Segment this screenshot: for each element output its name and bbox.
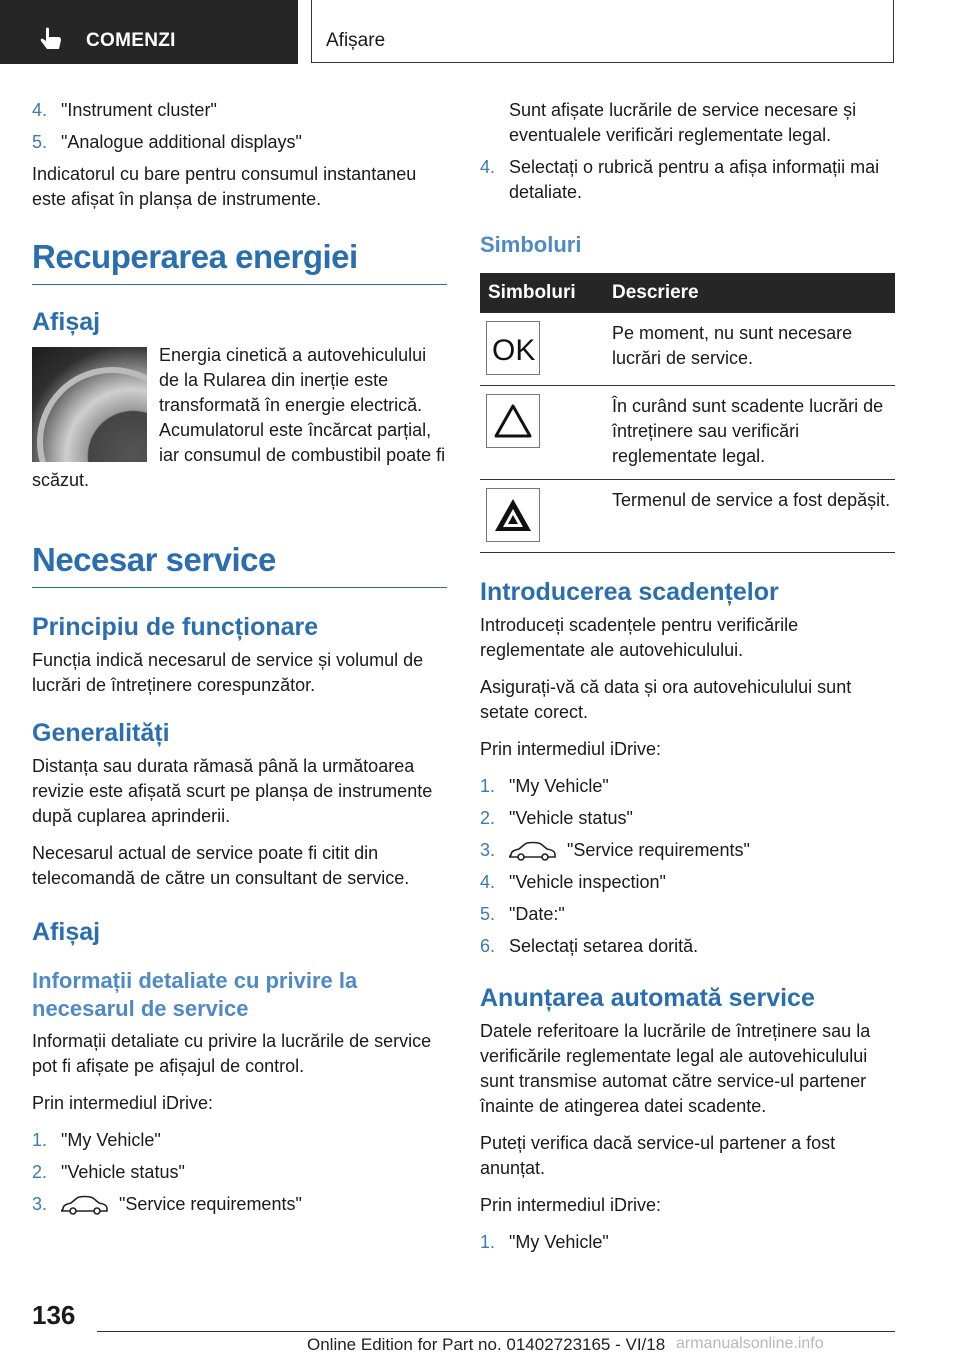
header-section-label: Afișare: [326, 30, 386, 51]
heading-generalitati: Generalități: [32, 719, 170, 747]
paragraph: Prin intermediul iDrive:: [32, 1093, 214, 1113]
list-text: [61, 1192, 447, 1217]
car-icon: [61, 1194, 109, 1216]
energy-block: [32, 343, 447, 505]
header-tab-comenzi: [0, 0, 298, 64]
paragraph: Prin intermediul iDrive:: [480, 739, 662, 759]
list-number: 5.: [480, 904, 496, 924]
paragraph: Prin intermediul iDrive:: [480, 1195, 662, 1215]
header-tab-label: COMENZI: [86, 30, 176, 51]
list-text: "Vehicle status": [61, 1162, 185, 1182]
list-item: [480, 806, 895, 831]
list-item: [480, 902, 895, 927]
list-item: [480, 774, 895, 799]
list-item: [32, 1160, 447, 1185]
list-number: 3.: [32, 1194, 48, 1214]
list-text: "Vehicle status": [509, 808, 633, 828]
paragraph: Informații detaliate cu privire la lucrările de service pot fi afișate pe afișajul de control.: [32, 1031, 432, 1076]
table-row: [480, 480, 895, 553]
paragraph: Funcția indică necesarul de service și volumul de lucrări de întreținere corespunzător.: [32, 650, 424, 695]
list-item: [32, 1128, 447, 1153]
table-row: [480, 313, 895, 386]
heading-afisaj-2: Afișaj: [32, 918, 101, 946]
hand-pointer-icon: [40, 26, 66, 52]
list-item: [480, 934, 895, 959]
list-number: 1.: [480, 1232, 496, 1252]
list-item: [480, 1230, 895, 1255]
paragraph: Distanța sau durata rămasă până la următoarea revizie este afișată scurt pe planșa de instrumente după cuplarea aprinderii.: [32, 756, 433, 826]
heading-necesar-service: Necesar service: [32, 541, 447, 588]
watermark: armanualsonline.info: [676, 1335, 824, 1352]
list-text: Selectați setarea dorită.: [509, 936, 699, 956]
paragraph: Indicatorul cu bare pentru consumul instantaneu este afișat în planșa de instrumente.: [32, 164, 417, 209]
energy-paragraph: Energia cinetică a autovehiculului de la Rularea din inerție este transformată în energie electrică. Acumulatorul este încărcat parțial, iar consumul de combustibil poate fi scăzut.: [32, 345, 446, 490]
list-text: "Instrument cluster": [61, 100, 217, 120]
table-header-simboluri: Simboluri: [480, 273, 604, 313]
heading-anuntarea-automata: Anunțarea automată service: [480, 984, 815, 1012]
warning-triangle-filled-icon: [486, 488, 540, 542]
svg-text:OK: OK: [492, 334, 536, 363]
heading-recuperarea-energiei: Recuperarea energiei: [32, 238, 447, 285]
list-number: 2.: [32, 1162, 48, 1182]
symbols-table: [480, 273, 895, 553]
table-cell: Pe moment, nu sunt necesare lucrări de service.: [604, 313, 895, 386]
paragraph: Necesarul actual de service poate fi citit din telecomandă de către un consultant de service.: [32, 843, 410, 888]
footer-edition: Online Edition for Part no. 01402723165 - VI/18: [307, 1335, 666, 1354]
heading-principiu: Principiu de funcționare: [32, 613, 319, 641]
paragraph: Introduceți scadențele pentru verificările reglementate ale autovehiculului.: [480, 615, 799, 660]
list-text: "Vehicle inspection": [509, 872, 666, 892]
left-column: [32, 98, 447, 1224]
heading-introducerea-scadentelor: Introducerea scadențelor: [480, 578, 779, 606]
list-text: Selectați o rubrică pentru a afișa informații mai detaliate.: [509, 157, 880, 202]
list-text: "My Vehicle": [509, 1232, 609, 1252]
header-section: [311, 0, 894, 63]
list-item: [480, 98, 895, 148]
efficient-dynamics-gauge-image: [32, 347, 147, 462]
table-cell: Termenul de service a fost depășit.: [604, 480, 895, 553]
table-cell: În curând sunt scadente lucrări de întreținere sau verificări reglementate legal.: [604, 386, 895, 480]
list-number: 2.: [480, 808, 496, 828]
list-number: 4.: [480, 872, 496, 892]
heading-informatii: Informații detaliate cu privire la necesarul de service: [32, 968, 358, 1021]
car-icon: [509, 840, 557, 862]
list-text: "Date:": [509, 904, 565, 924]
list-text: Sunt afișate lucrările de service necesare și eventualele verificări reglementate legal.: [509, 100, 857, 145]
footer-divider: [97, 1331, 895, 1332]
list-text: "My Vehicle": [61, 1130, 161, 1150]
list-number: 1.: [480, 776, 496, 796]
paragraph: Puteți verifica dacă service-ul partener a fost anunțat.: [480, 1133, 836, 1178]
list-item: [480, 870, 895, 895]
list-text-label: "Service requirements": [567, 840, 750, 860]
list-number: 1.: [32, 1130, 48, 1150]
right-column: [480, 98, 895, 1262]
list-text: [509, 838, 895, 863]
list-number: 4.: [32, 100, 48, 120]
list-text-label: "Service requirements": [119, 1194, 302, 1214]
ok-icon: [486, 321, 540, 375]
list-item: [480, 155, 895, 205]
table-row: [480, 386, 895, 480]
list-number: 3.: [480, 840, 496, 860]
list-item: [32, 1192, 447, 1217]
list-number: 6.: [480, 936, 496, 956]
paragraph: Datele referitoare la lucrările de întreținere sau la verificările reglementate legal ale autovehiculului sunt transmise automat către service-ul partener înainte de atingerea datei scadente.: [480, 1021, 871, 1116]
list-text: "Analogue additional displays": [61, 132, 302, 152]
heading-simboluri: Simboluri: [480, 232, 582, 257]
list-number: 5.: [32, 132, 48, 152]
list-text: "My Vehicle": [509, 776, 609, 796]
heading-afisaj: Afișaj: [32, 308, 101, 336]
list-number: 4.: [480, 157, 496, 177]
table-header-descriere: Descriere: [604, 273, 895, 313]
warning-triangle-outline-icon: [486, 394, 540, 448]
list-item: [32, 98, 447, 123]
list-item: [32, 130, 447, 155]
list-item: [480, 838, 895, 863]
paragraph: Asigurați-vă că data și ora autovehiculului sunt setate corect.: [480, 677, 852, 722]
page-number: 136: [32, 1300, 76, 1330]
